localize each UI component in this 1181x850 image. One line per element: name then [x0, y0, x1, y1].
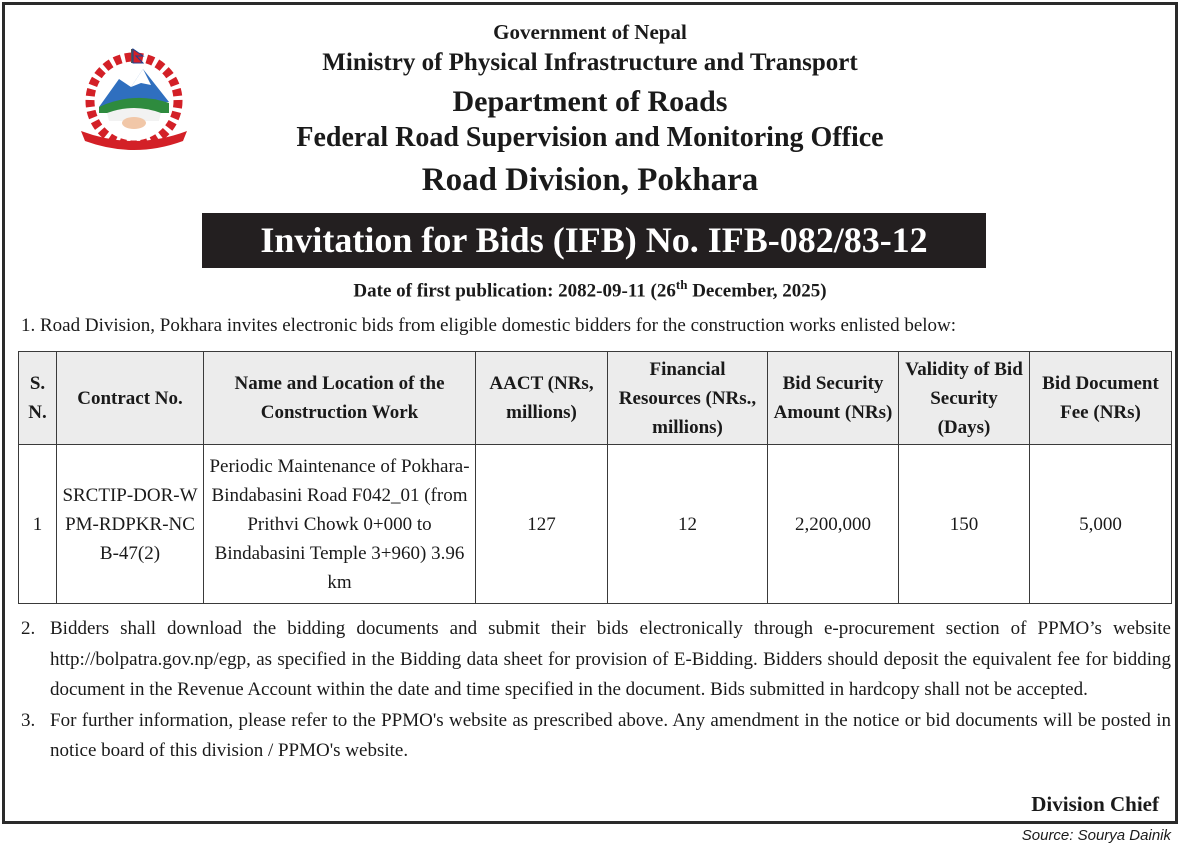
signature-division-chief: Division Chief — [1031, 792, 1159, 816]
header-sn: S. N. — [19, 352, 57, 445]
cell-bid-security: 2,200,000 — [768, 445, 899, 604]
header-contract-no: Contract No. — [57, 352, 204, 445]
bids-table — [18, 351, 1172, 604]
source-credit: Source: Sourya Dainik — [1021, 827, 1171, 844]
header-aact: AACT (NRs, millions) — [476, 352, 608, 445]
table-header-row — [19, 352, 1172, 445]
header-validity: Validity of Bid Security (Days) — [899, 352, 1030, 445]
ifb-banner: Invitation for Bids (IFB) No. IFB-082/83-12 — [202, 213, 986, 268]
publication-date — [5, 277, 1175, 302]
cell-contract-no: SRCTIP-DOR-WPM-RDPKR-NCB-47(2) — [57, 445, 204, 604]
division-title: Road Division, Pokhara — [421, 162, 759, 198]
table-row — [19, 445, 1172, 604]
note-text: For further information, please refer to the PPMO's website as prescribed above. Any amendment in the notice or bid documents will be posted in notice board of this division / PPMO's website. — [50, 709, 1171, 761]
note-text: Bidders shall download the bidding documents and submit their bids electronically through e-procurement section of PPMO’s website http://bolpatra.gov.np/egp, as specified in the Bidding data sheet for provision of E-Bidding. Bidders should deposit the equivalent fee for bidding document in the Revenue Account within the date and time specified in the document. Bids submitted in hardcopy shall not be accepted. — [50, 618, 1171, 700]
cell-validity: 150 — [899, 445, 1030, 604]
header-financial-resources: Financial Resources (NRs., millions) — [608, 352, 768, 445]
cell-aact: 127 — [476, 445, 608, 604]
cell-document-fee: 5,000 — [1030, 445, 1172, 604]
note-number: 2. — [21, 618, 36, 639]
cell-work: Periodic Maintenance of Pokhara-Bindabasini Road F042_01 (from Prithvi Chowk 0+000 to Bindabasini Temple 3+960) 3.96 km — [204, 445, 476, 604]
publication-date-prefix: Date of first publication: 2082-09-11 (26 — [353, 280, 676, 302]
note-item — [21, 706, 1171, 767]
note-item — [21, 614, 1171, 706]
ministry-title: Ministry of Physical Infrastructure and Transport — [322, 49, 858, 76]
office-title: Federal Road Supervision and Monitoring Office — [296, 122, 884, 153]
publication-date-suffix: December, 2025) — [687, 280, 827, 302]
header-document-fee: Bid Document Fee (NRs) — [1030, 352, 1172, 445]
government-title: Government of Nepal — [493, 20, 687, 44]
note-number: 3. — [21, 709, 36, 731]
header-bid-security: Bid Security Amount (NRs) — [768, 352, 899, 445]
notice-frame — [2, 2, 1178, 824]
intro-paragraph: 1. Road Division, Pokhara invites electronic bids from eligible domestic bidders for the construction works enlisted below: — [21, 315, 957, 336]
cell-financial-resources: 12 — [608, 445, 768, 604]
publication-date-sup: th — [675, 277, 688, 292]
notes-list — [21, 614, 1171, 767]
header-work: Name and Location of the Construction Work — [204, 352, 476, 445]
department-title: Department of Roads — [452, 85, 728, 118]
cell-sn: 1 — [19, 445, 57, 604]
